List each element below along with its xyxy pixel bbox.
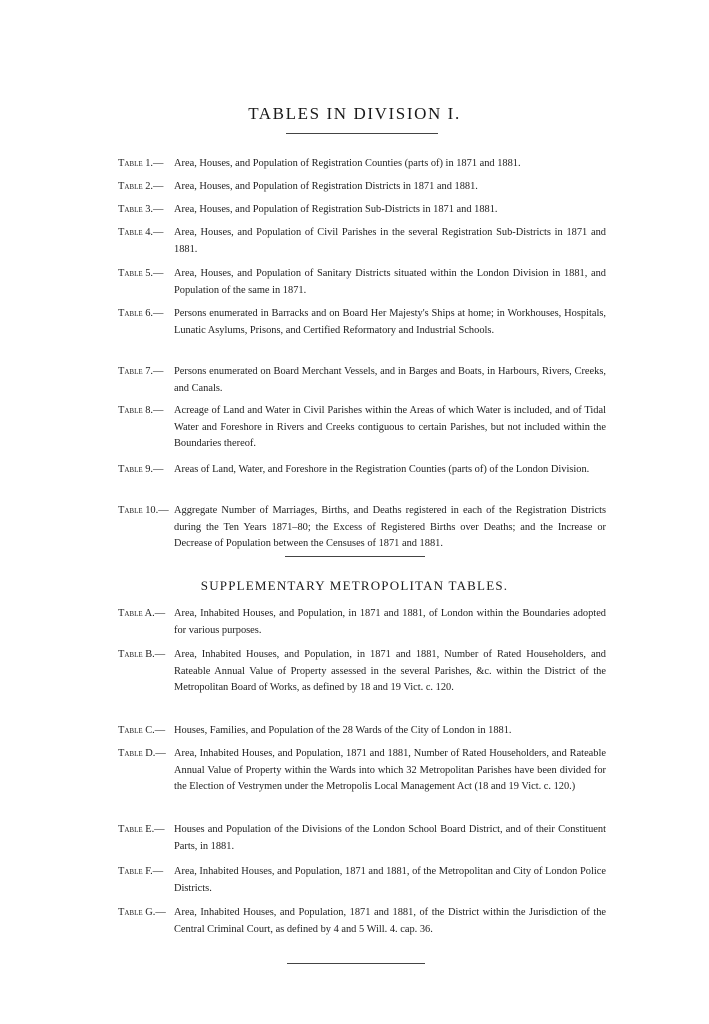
table-label: Table 7.—: [118, 366, 164, 377]
table-label: Table E.—: [118, 824, 165, 835]
table-entry-8: [118, 403, 606, 453]
table-entry-3: [118, 202, 606, 219]
table-description: Persons enumerated in Barracks and on Board Her Majesty's Ships at home; in Workhouses, Hospitals, Lunatic Asylums, Prisons, and Certified Reformatory and Industrial Schools.: [174, 308, 606, 336]
table-entry-b: [118, 647, 606, 697]
table-entry-5: [118, 266, 606, 299]
table-description: Area, Houses, and Population of Registration Sub-Districts in 1871 and 1881.: [174, 204, 498, 215]
table-description: Acreage of Land and Water in Civil Parishes within the Areas of which Water is included, and of Tidal Water and Foreshore in Rivers and Creeks contiguous to certain Parishes, but not included within the Boundaries thereof.: [174, 405, 606, 450]
table-description: Aggregate Number of Marriages, Births, and Deaths registered in each of the Registration Districts during the Ten Years 1871–80; the Excess of Registered Births over Deaths; and the Increase or Decrease of Population between the Censuses of 1871 and 1881.: [174, 505, 606, 550]
footer-rule: [287, 963, 425, 964]
table-entry-9: [118, 462, 606, 479]
table-entry-1: [118, 156, 606, 173]
table-label: Table G.—: [118, 907, 166, 918]
table-label: Table A.—: [118, 608, 166, 619]
title-rule: [286, 133, 438, 134]
table-description: Area, Houses, and Population of Registration Districts in 1871 and 1881.: [174, 181, 478, 192]
table-entry-a: [118, 606, 606, 639]
table-label: Table B.—: [118, 649, 166, 660]
table-label: Table F.—: [118, 866, 164, 877]
section-rule: [285, 556, 425, 557]
table-entry-d: [118, 746, 606, 796]
table-label: Table 3.—: [118, 204, 164, 215]
table-label: Table C.—: [118, 725, 166, 736]
table-description: Area, Inhabited Houses, and Population, 1871 and 1881, of the Metropolitan and City of London Police Districts.: [174, 866, 606, 894]
table-description: Area, Inhabited Houses, and Population, in 1871 and 1881, Number of Rated Householders, and Rateable Annual Value of Property assessed in the several Parishes, &c. within the District of the Metropolitan Board of Works, as defined by 18 and 19 Vict. c. 120.: [174, 649, 606, 694]
table-label: Table 5.—: [118, 268, 164, 279]
table-label: Table D.—: [118, 748, 166, 759]
table-description: Area, Houses, and Population of Sanitary Districts situated within the London Division in 1881, and Population of the same in 1871.: [174, 268, 606, 296]
table-description: Areas of Land, Water, and Foreshore in the Registration Counties (parts of) of the London Division.: [174, 464, 590, 475]
table-entry-2: [118, 179, 606, 196]
table-label: Table 1.—: [118, 158, 164, 169]
table-label: Table 4.—: [118, 227, 164, 238]
table-description: Houses, Families, and Population of the 28 Wards of the City of London in 1881.: [174, 725, 512, 736]
table-label: Table 9.—: [118, 464, 164, 475]
table-description: Area, Inhabited Houses, and Population, 1871 and 1881, of the District within the Jurisdiction of the Central Criminal Court, as defined by 4 and 5 Will. 4. cap. 36.: [174, 907, 606, 935]
table-entry-f: [118, 864, 606, 897]
table-entry-7: [118, 364, 606, 397]
table-description: Houses and Population of the Divisions of the London School Board District, and of their Constituent Parts, in 1881.: [174, 824, 606, 852]
table-label: Table 6.—: [118, 308, 164, 319]
table-label: Table 8.—: [118, 405, 164, 416]
table-description: Area, Houses, and Population of Civil Parishes in the several Registration Sub-Districts in 1871 and 1881.: [174, 227, 606, 255]
table-entry-6: [118, 306, 606, 339]
table-entry-g: [118, 905, 606, 938]
table-description: Area, Inhabited Houses, and Population, 1871 and 1881, Number of Rated Householders, and Rateable Annual Value of Property within the Wards into which 32 Metropolitan Parishes have been divided for the Election of Vestrymen under the Metropolis Local Management Act (18 and 19 Vict. c. 120.): [174, 748, 606, 793]
table-description: Area, Inhabited Houses, and Population, in 1871 and 1881, of London within the Boundaries adopted for various purposes.: [174, 608, 606, 636]
table-entry-e: [118, 822, 606, 855]
table-entry-10: [118, 503, 606, 553]
table-description: Area, Houses, and Population of Registration Counties (parts of) in 1871 and 1881.: [174, 158, 521, 169]
table-description: Persons enumerated on Board Merchant Vessels, and in Barges and Boats, in Harbours, Rivers, Creeks, and Canals.: [174, 366, 606, 394]
division-title: TABLES IN DIVISION I.: [248, 104, 461, 123]
table-entry-4: [118, 225, 606, 258]
table-entry-c: [118, 723, 606, 740]
supplementary-title: SUPPLEMENTARY METROPOLITAN TABLES.: [200, 578, 509, 593]
table-label: Table 2.—: [118, 181, 164, 192]
table-label: Table 10.—: [118, 505, 169, 516]
